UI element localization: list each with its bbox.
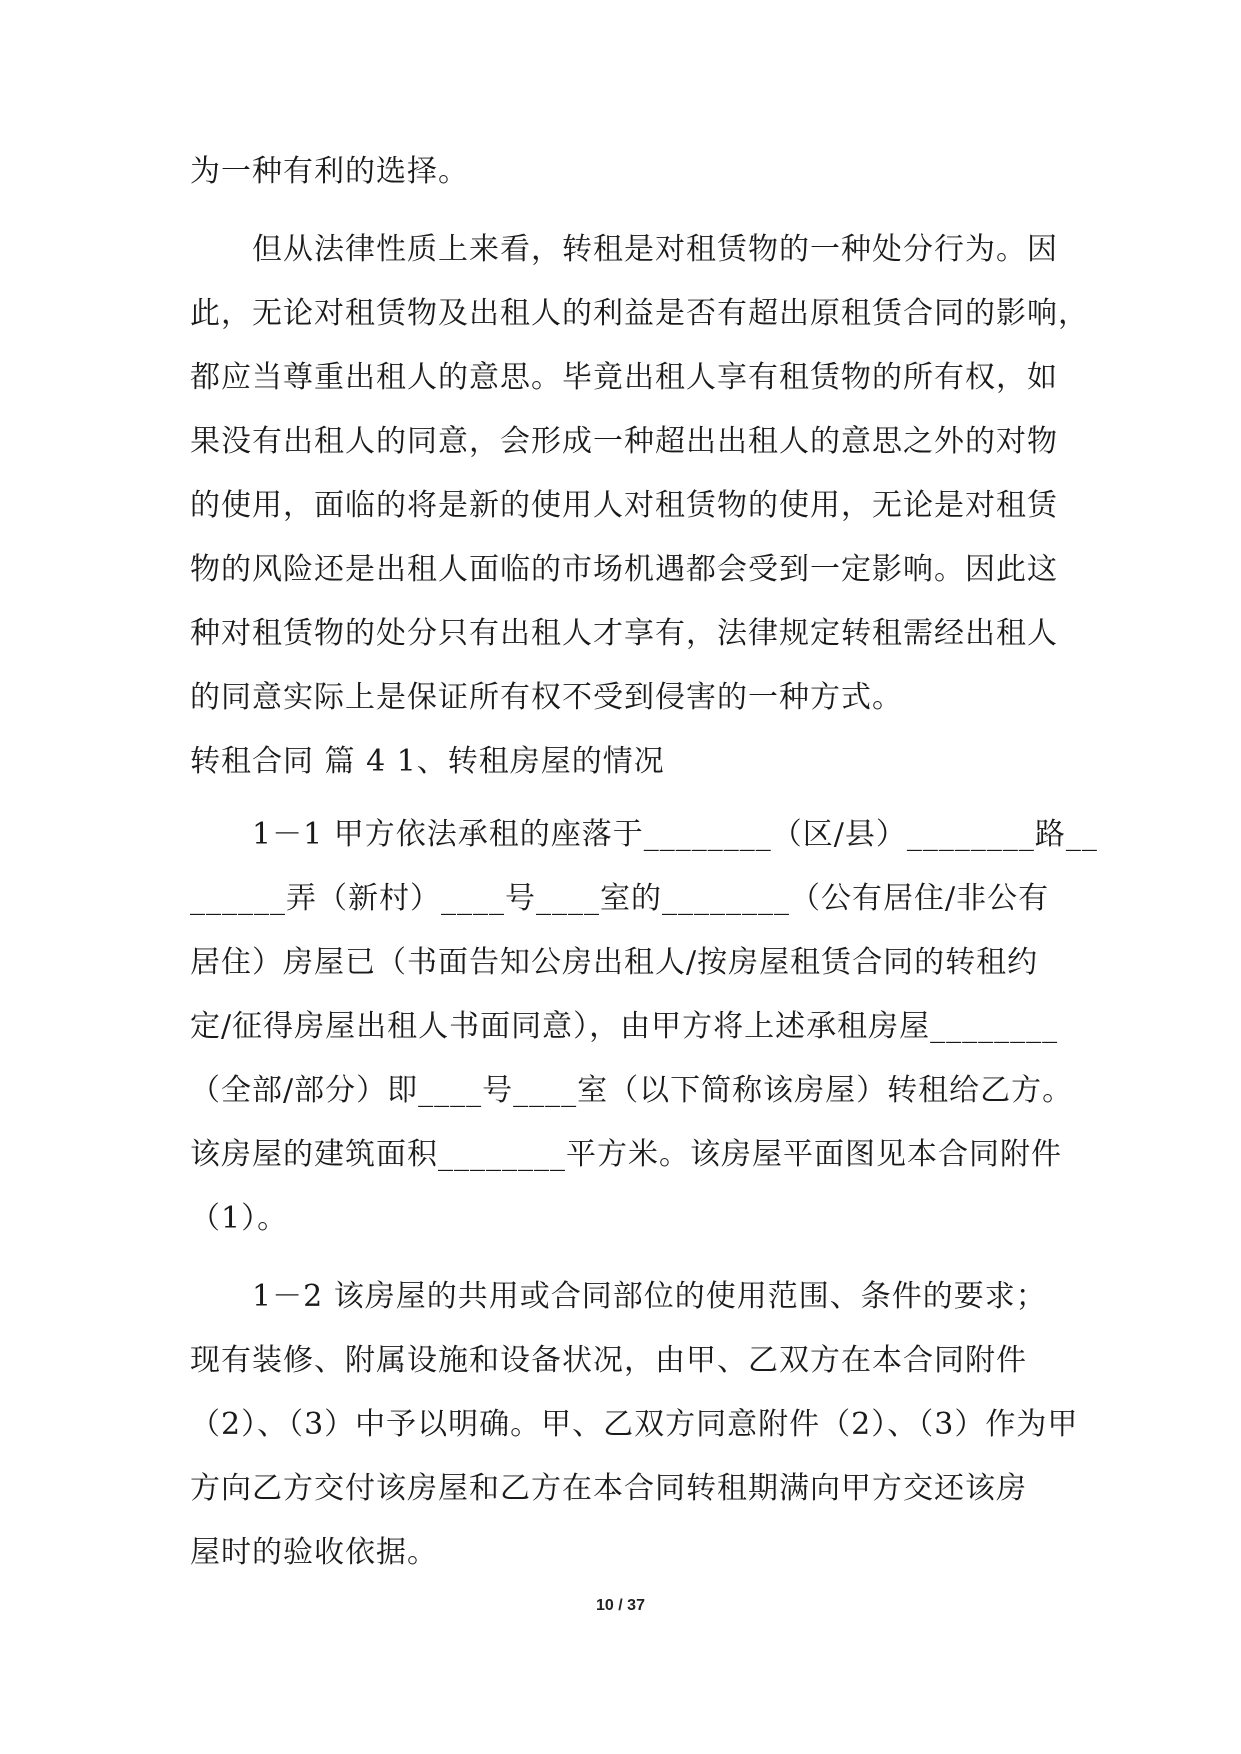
text-line: 居住）房屋已（书面告知公房出租人/按房屋租赁合同的转租约 [190, 945, 1039, 980]
text-line: 种对租赁物的处分只有出租人才享有，法律规定转租需经出租人 [190, 616, 1058, 651]
text-line: 定/征得房屋出租人书面同意），由甲方将上述承租房屋________ [190, 1009, 1059, 1044]
text-line: 为一种有利的选择。 [190, 154, 469, 189]
text-line: 物的风险还是出租人面临的市场机遇都会受到一定影响。因此这 [190, 552, 1058, 587]
text-line: 此，无论对租赁物及出租人的利益是否有超出原租赁合同的影响， [190, 296, 1089, 331]
text-line: ______弄（新村）____号____室的________（公有居住/非公有 [190, 881, 1050, 916]
text-line: 现有装修、附属设施和设备状况，由甲、乙双方在本合同附件 [190, 1343, 1027, 1378]
section-heading: 转租合同 篇 4 1、转租房屋的情况 [190, 744, 665, 779]
text-line: 1－1 甲方依法承租的座落于________（区/县）________路__ [252, 817, 1098, 852]
text-line: 的使用，面临的将是新的使用人对租赁物的使用，无论是对租赁 [190, 488, 1058, 523]
text-line: 都应当尊重出租人的意思。毕竟出租人享有租赁物的所有权，如 [190, 360, 1058, 395]
text-line: 果没有出租人的同意，会形成一种超出出租人的意思之外的对物 [190, 424, 1058, 459]
page-number: 10 / 37 [596, 1597, 645, 1614]
text-line: 该房屋的建筑面积________平方米。该房屋平面图见本合同附件 [190, 1137, 1062, 1172]
text-line: （1）。 [190, 1201, 289, 1236]
text-line: 方向乙方交付该房屋和乙方在本合同转租期满向甲方交还该房 [190, 1471, 1027, 1506]
text-line: 但从法律性质上来看，转租是对租赁物的一种处分行为。因 [252, 232, 1058, 267]
text-line: （全部/部分）即____号____室（以下简称该房屋）转租给乙方。 [190, 1073, 1074, 1108]
text-line: 屋时的验收依据。 [190, 1535, 438, 1570]
text-line: 1－2 该房屋的共用或合同部位的使用范围、条件的要求； [252, 1279, 1047, 1314]
text-line: （2）、（3）中予以明确。甲、乙双方同意附件（2）、（3）作为甲 [190, 1407, 1079, 1442]
text-line: 的同意实际上是保证所有权不受到侵害的一种方式。 [190, 680, 903, 715]
